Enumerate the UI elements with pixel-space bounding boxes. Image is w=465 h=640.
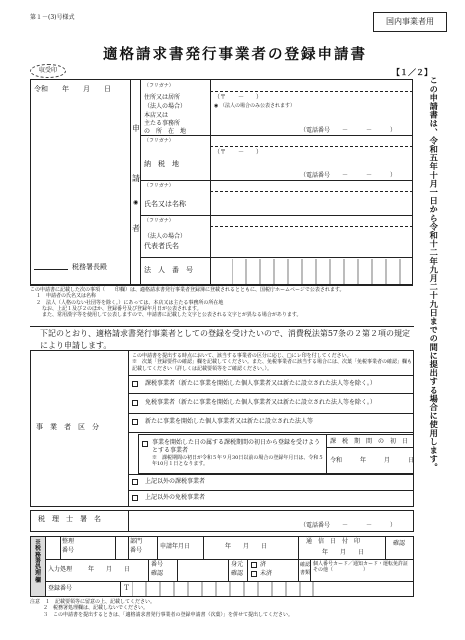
form-number: 第１－(3)号様式 bbox=[30, 14, 75, 21]
period-date-field[interactable]: 令和 年 月 日 bbox=[330, 457, 415, 464]
address-label-office: 主たる事務所 bbox=[144, 120, 181, 127]
subopt-note: ※ 課税期間の初日が令和５年９月30日以前の場合の登録年月日は、令和５年10月１日となります。 bbox=[152, 455, 324, 468]
page-title: 適格請求書発行事業者の登録申請書 bbox=[103, 46, 367, 63]
shorui-label-2: 書類 bbox=[300, 570, 311, 576]
date-stamp-label: 通 信 日 付 印 bbox=[306, 538, 361, 545]
option-other-exempt: 上記以外の免税事業者 bbox=[145, 494, 206, 501]
postal-code-field-2[interactable]: （〒 － ） bbox=[214, 149, 263, 156]
corp-number-label: 法 人 番 号 bbox=[144, 266, 193, 274]
option-taxable: 課税事業者（新たに事業を開始した個人事業者又は新たに設立された法人等を除く。） bbox=[145, 380, 376, 387]
input-date-field[interactable]: 年 月 日 bbox=[88, 566, 131, 573]
accountant-label: 税 理 士 署 名 bbox=[38, 515, 101, 523]
checkbox-sumi[interactable] bbox=[251, 562, 257, 568]
furigana-label-3: （フリガナ） bbox=[144, 183, 174, 189]
bumon-label: 部門 bbox=[130, 538, 143, 545]
checkbox-new-business[interactable] bbox=[132, 419, 138, 425]
option-new-business: 新たに事業を開始した個人事業者又は新たに設立された法人等 bbox=[145, 418, 314, 425]
name-label: 氏名又は名称 bbox=[144, 200, 186, 208]
shinsei-date-label: 申請年月日 bbox=[160, 543, 191, 550]
mizumi-label: 未済 bbox=[260, 570, 273, 577]
registration-number-label: 登録番号 bbox=[48, 585, 73, 592]
date-stamp-field[interactable]: 年 月 日 bbox=[322, 549, 365, 556]
input-label: 入力処理 bbox=[48, 566, 73, 573]
kakunin-label: 確認 bbox=[392, 540, 405, 547]
sumi-label: 済 bbox=[260, 561, 267, 568]
side-label-sha: 者 bbox=[132, 224, 140, 233]
applicant-table bbox=[30, 79, 413, 285]
address-label-location: の 所 在 地 bbox=[144, 128, 187, 135]
representative-label: 代表者氏名 bbox=[144, 242, 179, 250]
shorui-label: 確認 bbox=[300, 562, 311, 568]
option-other-taxable: 上記以外の課税事業者 bbox=[145, 478, 206, 485]
checkbox-exempt[interactable] bbox=[132, 400, 138, 406]
bango-kakunin-label: 番号 bbox=[151, 561, 164, 568]
office-use-side: ※税務署処理欄 bbox=[31, 537, 45, 596]
shorui-text: 個人番号カード／通知カード・運転免許証 その他（ ） bbox=[313, 561, 414, 574]
mimoto-label-2: 確認 bbox=[231, 570, 244, 577]
domestic-label: 国内事業者用 bbox=[386, 17, 434, 26]
publication-notes: この申請書に記載した次の事項（ 印欄）は、適格請求書発行事業者登録簿に登載されるとともに、国税庁ホームページで公表されます。 １ 申請者の氏名又は名称 ２ 法人（人格のない社団等を除く。）にあっては、本店又は主たる事務所の所在地 なお、上記１及び２のほか、登録番号及び登録年月日が公表されます。 また、常用漢字等を使用して公表しますので、申請書に記載した文字と公表される文字とが異なる場合があります。 bbox=[30, 287, 345, 318]
shinsei-date-field[interactable]: 年 月 日 bbox=[225, 543, 268, 550]
page-indicator: 【１／２】 bbox=[392, 67, 432, 77]
option-exempt: 免税事業者（新たに事業を開始した個人事業者又は新たに設立された法人等を除く。） bbox=[145, 399, 376, 406]
furigana-label-4: （フリガナ） bbox=[144, 218, 174, 224]
business-category-label: 事 業 者 区 分 bbox=[36, 423, 99, 431]
domestic-label-box bbox=[373, 12, 447, 32]
address-label-head: 本店又は bbox=[144, 112, 169, 119]
bango-label: 番号 bbox=[62, 547, 75, 554]
furigana-label-2: （フリガナ） bbox=[144, 138, 174, 144]
receipt-stamp: 収受印 bbox=[30, 64, 66, 78]
phone-field-address[interactable]: （電話番号 － － ） bbox=[300, 127, 397, 134]
checkbox-other-exempt[interactable] bbox=[132, 495, 138, 501]
publish-mark-icon: ◉ bbox=[214, 103, 219, 109]
seiri-label: 整理 bbox=[62, 538, 75, 545]
footnotes: 注意 １ 記載要領等に留意の上、記載してください。 ２ 税務署処理欄は、記載しないでください。 ３ この申請書を提出するときは、「適格請求書発行事業者の登録申請書（次葉）」を併せて提出してください。 bbox=[30, 599, 294, 618]
phone-field-domicile[interactable]: （電話番号 － － ） bbox=[300, 172, 397, 179]
checkbox-other-taxable[interactable] bbox=[132, 479, 138, 485]
side-label-sei: 請 bbox=[132, 174, 140, 183]
bango-kakunin-label-2: 確認 bbox=[151, 570, 164, 577]
period-label: 課 税 期 間 の 初 日 bbox=[330, 438, 409, 445]
subopt-text: 事業を開始した日の属する課税期間の初日から登録を受けようとする事業者 bbox=[152, 439, 321, 454]
address-label: 住所又は居所 bbox=[144, 94, 181, 101]
domicile-label: 納 税 地 bbox=[144, 160, 179, 168]
side-note: この申請書は、令和五年十月一日から令和十二年九月二十九日までの間に提出する場合に使用します。 bbox=[429, 76, 440, 472]
address-label-corp: （法人の場合） bbox=[144, 103, 187, 110]
business-category-intro: この申請書を提出する時点において、該当する事業者の区分に応じ、□にレ印を付してください。 ※ 次葉「登録要件の確認」欄を記載してください。また、免税事業者に該当する場合には、次葉「免税事業者の確認」欄も記載してください（詳しくは記載要領等をご確認ください。）。 bbox=[132, 353, 413, 372]
representative-label-corp: （法人の場合） bbox=[144, 233, 187, 240]
registration-number-prefix: Ｔ bbox=[123, 584, 130, 592]
tax-office-addressee: 税務署長殿 bbox=[72, 263, 107, 271]
checkbox-taxable[interactable] bbox=[132, 381, 138, 387]
registration-number-cells[interactable] bbox=[132, 581, 314, 597]
postal-code-field[interactable]: （〒 － ） bbox=[214, 94, 263, 101]
side-label-shin: 申 bbox=[132, 124, 140, 133]
publish-mark-icon: ◉ bbox=[133, 199, 139, 206]
application-date: 令和 年 月 日 bbox=[34, 85, 111, 93]
mimoto-label: 身元 bbox=[231, 561, 244, 568]
checkbox-mizumi[interactable] bbox=[251, 571, 257, 577]
corp-number-cells[interactable] bbox=[232, 259, 413, 285]
application-statement: 下記のとおり、適格請求書発行事業者としての登録を受けたいので、消費税法第57条の２第２項の規定により申請します。 bbox=[40, 329, 411, 350]
furigana-label: （フリガナ） bbox=[144, 83, 174, 89]
checkbox-subopt[interactable] bbox=[142, 441, 148, 447]
accountant-phone-field[interactable]: （電話番号 － － ） bbox=[300, 522, 397, 529]
address-note: ◉ （法人の場合のみ公表されます） bbox=[214, 103, 295, 109]
bumon-bango-label: 番号 bbox=[130, 547, 143, 554]
